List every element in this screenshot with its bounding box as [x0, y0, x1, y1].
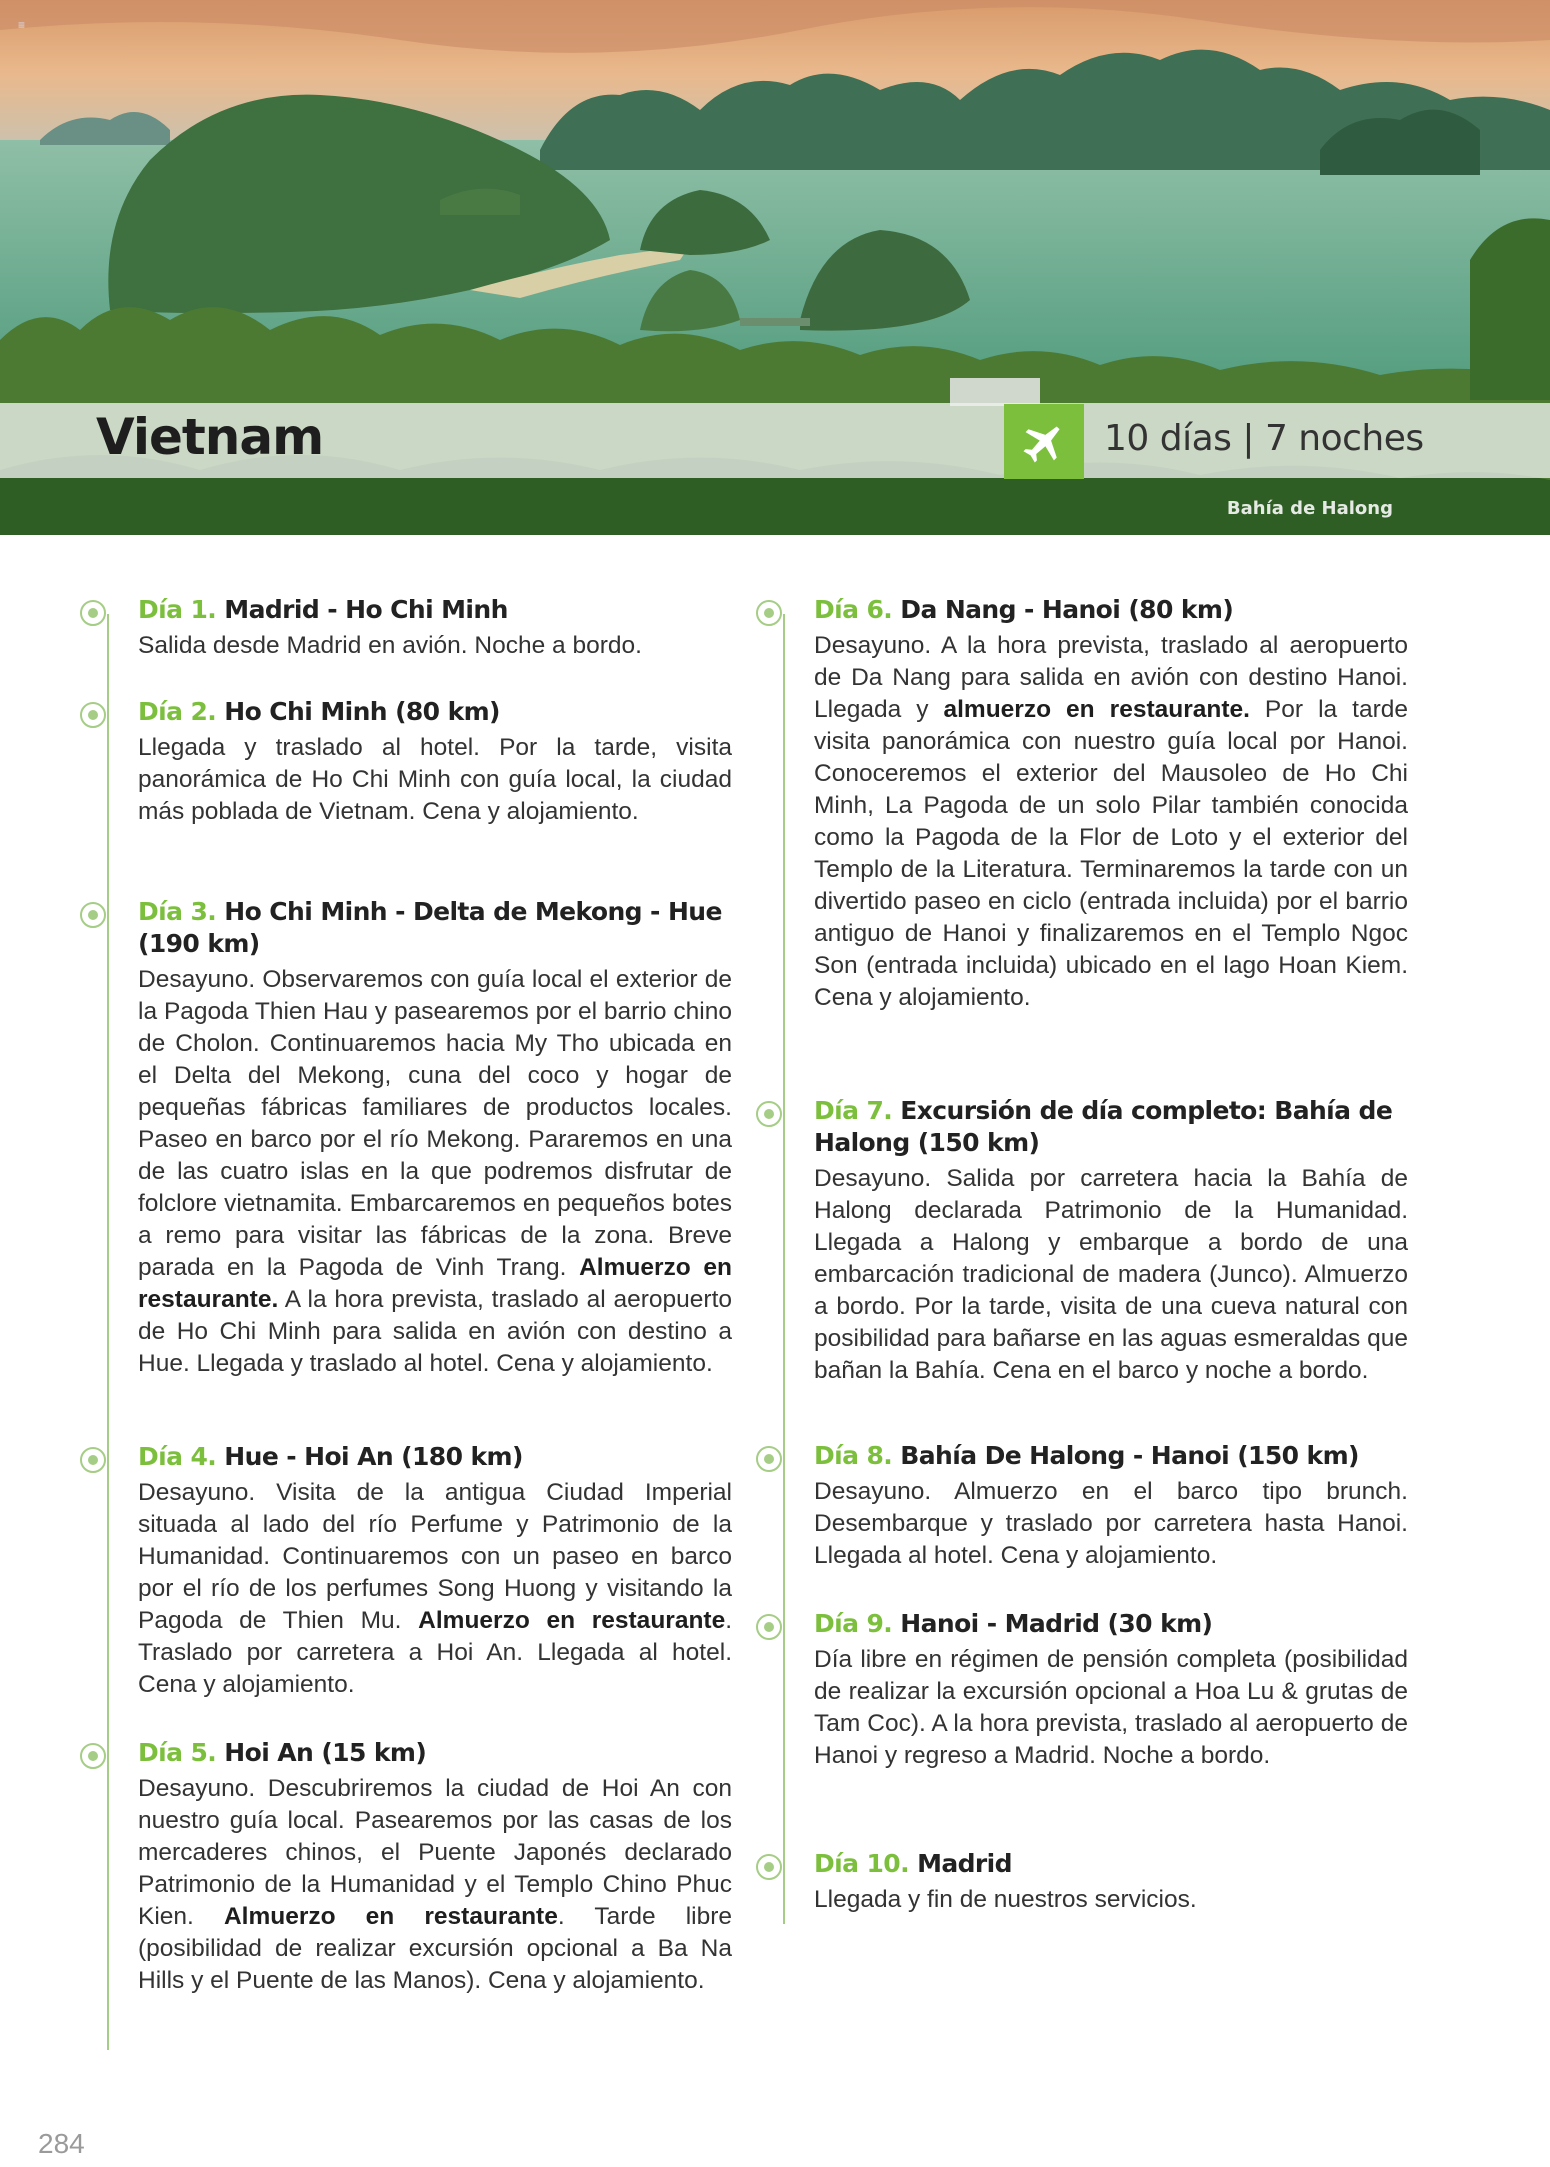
timeline-dot-icon: [756, 1446, 782, 1472]
timeline-dot-icon: [80, 600, 106, 626]
day-number: Día 5.: [138, 1738, 217, 1767]
day-description: [138, 1477, 732, 1701]
day-number: Día 6.: [814, 595, 893, 624]
day-description: [814, 1884, 1408, 1916]
description-text: Por la tarde visita panorámica con nuestro guía local por Hanoi. Conoceremos el exterior del Mausoleo de Ho Chi Minh, La Pagoda de un solo Pilar también conocida como la Pagoda de la Flor de Loto y el exterior del Templo de la Literatura. Terminaremos la tarde con un divertido paseo en ciclo (entrada incluida) por el barrio antiguo de Hanoi y finalizaremos en el Templo Ngoc Son (entrada incluida) ubicado en el lago Hoan Kiem. Cena y alojamiento.: [814, 696, 1408, 1011]
day-title: Bahía De Halong - Hanoi (150 km): [900, 1441, 1359, 1470]
day-description: [814, 1476, 1408, 1572]
day-number: Día 8.: [814, 1441, 893, 1470]
timeline-dot-icon: [756, 1854, 782, 1880]
itinerary-day: [92, 896, 732, 1380]
description-text: Desayuno. Observaremos con guía local el exterior de la Pagoda Thien Hau y pasearemos por el barrio chino de Cholon. Continuaremos hacia My Tho ubicada en el Delta del Mekong, cuna del coco y hogar de pequeñas fábricas familiares de productos locales. Paseo en barco por el río Mekong. Pararemos en una de las cuatro islas en la que podremos disfrutar de folclore vietnamita. Embarcaremos en pequeños botes a remo para visitar las fábricas de la zona. Breve parada en la Pagoda de Vinh Trang.: [138, 966, 732, 1281]
description-text: . Tarde libre (posibilidad de realizar excursión opcional a Ba Na Hills y el Puente de las Manos). Cena y alojamiento.: [138, 1903, 733, 1994]
description-text: Llegada y fin de nuestros servicios.: [814, 1886, 1197, 1913]
timeline-dot-icon: [80, 902, 106, 928]
itinerary-day: [92, 696, 732, 828]
day-title: Madrid - Ho Chi Minh: [224, 595, 508, 624]
day-number: Día 9.: [814, 1609, 893, 1638]
day-heading: [138, 1441, 732, 1473]
day-number: Día 7.: [814, 1096, 893, 1125]
timeline-dot-icon: [80, 702, 106, 728]
day-number: Día 1.: [138, 595, 217, 624]
timeline-dot-icon: [756, 600, 782, 626]
day-heading: [814, 1095, 1408, 1159]
trip-duration: 10 días | 7 noches: [1104, 418, 1424, 459]
day-number: Día 2.: [138, 697, 217, 726]
description-text: Día libre en régimen de pensión completa (posibilidad de realizar la excursión opcional a Hoa Lu & grutas de Tam Coc). A la hora prevista, traslado al aeropuerto de Hanoi y regreso a Madrid. Noche a bordo.: [814, 1646, 1408, 1769]
page-number: 284: [38, 2128, 85, 2159]
day-description: [814, 1163, 1408, 1387]
description-text: Salida desde Madrid en avión. Noche a bordo.: [138, 632, 642, 659]
airplane-icon: [1020, 418, 1068, 466]
description-text: A la hora prevista, traslado al aeropuerto de Ho Chi Minh para salida en avión con destino a Hue. Llegada y traslado al hotel. Cena y alojamiento.: [138, 1286, 732, 1377]
airplane-badge: [1004, 404, 1084, 479]
highlight-text: Almuerzo en restaurante: [223, 1903, 558, 1930]
day-heading: [814, 1608, 1408, 1640]
day-number: Día 4.: [138, 1442, 217, 1471]
description-text: Desayuno. Descubriremos la ciudad de Hoi An con nuestro guía local. Pasearemos por las casas de los mercaderes chinos, el Puente Japonés declarado Patrimonio de la Humanidad y el Templo Chino Phuc Kien.: [138, 1775, 732, 1930]
day-heading: [138, 696, 732, 728]
itinerary-day: [92, 1737, 732, 1997]
day-description: [138, 732, 732, 828]
day-heading: [138, 594, 732, 626]
day-title: Ho Chi Minh - Delta de Mekong - Hue (190 km): [138, 897, 722, 958]
day-heading: [814, 1440, 1408, 1472]
itinerary-day: [92, 1441, 732, 1701]
day-title: Hanoi - Madrid (30 km): [900, 1609, 1213, 1638]
day-number: Día 10.: [814, 1849, 909, 1878]
description-text: . Traslado por carretera a Hoi An. Llegada al hotel. Cena y alojamiento.: [138, 1607, 733, 1698]
day-title: Hoi An (15 km): [224, 1738, 427, 1767]
description-text: Llegada y traslado al hotel. Por la tarde, visita panorámica de Ho Chi Minh con guía local, la ciudad más poblada de Vietnam. Cena y alojamiento.: [138, 734, 732, 825]
highlight-text: Almuerzo en restaurante: [418, 1607, 726, 1634]
timeline-dot-icon: [756, 1614, 782, 1640]
highlight-text: almuerzo en restaurante.: [943, 696, 1250, 723]
day-description: [814, 1644, 1408, 1772]
day-title: Excursión de día completo: Bahía de Halong (150 km): [814, 1096, 1393, 1157]
hero-photo: [0, 0, 1550, 535]
description-text: Desayuno. Visita de la antigua Ciudad Imperial situada al lado del río Perfume y Patrimonio de la Humanidad. Continuaremos con un paseo en barco por el río de los perfumes Song Huong y visitando la Pagoda de Thien Mu.: [138, 1479, 732, 1634]
description-text: Desayuno. Almuerzo en el barco tipo brunch. Desembarque y traslado por carretera hasta Hanoi. Llegada al hotel. Cena y alojamiento.: [814, 1478, 1408, 1569]
itinerary-day: [768, 594, 1408, 1014]
description-text: Desayuno. A la hora prevista, traslado al aeropuerto de Da Nang para salida en avión con destino Hanoi. Llegada y: [814, 632, 1408, 723]
day-heading: [138, 896, 732, 960]
day-title: Madrid: [917, 1849, 1012, 1878]
day-title: Da Nang - Hanoi (80 km): [900, 595, 1234, 624]
itinerary-day: [768, 1848, 1408, 1916]
timeline-dot-icon: [756, 1101, 782, 1127]
corner-mark: ≡: [18, 18, 26, 32]
day-heading: [138, 1737, 732, 1769]
itinerary-day: [768, 1440, 1408, 1572]
day-description: [138, 964, 732, 1380]
description-text: Desayuno. Salida por carretera hacia la Bahía de Halong declarada Patrimonio de la Humanidad. Llegada a Halong y embarque a bordo de una embarcación tradicional de madera (Junco). Almuerzo a bordo. Por la tarde, visita de una cueva natural con posibilidad para bañarse en las aguas esmeraldas que bañan la Bahía. Cena en el barco y noche a bordo.: [814, 1165, 1408, 1384]
itinerary-day: [768, 1608, 1408, 1772]
day-description: [814, 630, 1408, 1014]
itinerary-day: [768, 1095, 1408, 1387]
itinerary-day: [92, 594, 732, 662]
timeline-dot-icon: [80, 1743, 106, 1769]
highlight-text: Almuerzo en restaurante.: [138, 1254, 733, 1313]
day-description: [138, 1773, 732, 1997]
day-title: Hue - Hoi An (180 km): [224, 1442, 523, 1471]
day-heading: [814, 1848, 1408, 1880]
photo-caption: Bahía de Halong: [1226, 498, 1393, 519]
day-title: Ho Chi Minh (80 km): [224, 697, 500, 726]
page-title: Vietnam: [96, 408, 324, 466]
day-heading: [814, 594, 1408, 626]
day-number: Día 3.: [138, 897, 217, 926]
day-description: [138, 630, 732, 662]
timeline-dot-icon: [80, 1447, 106, 1473]
